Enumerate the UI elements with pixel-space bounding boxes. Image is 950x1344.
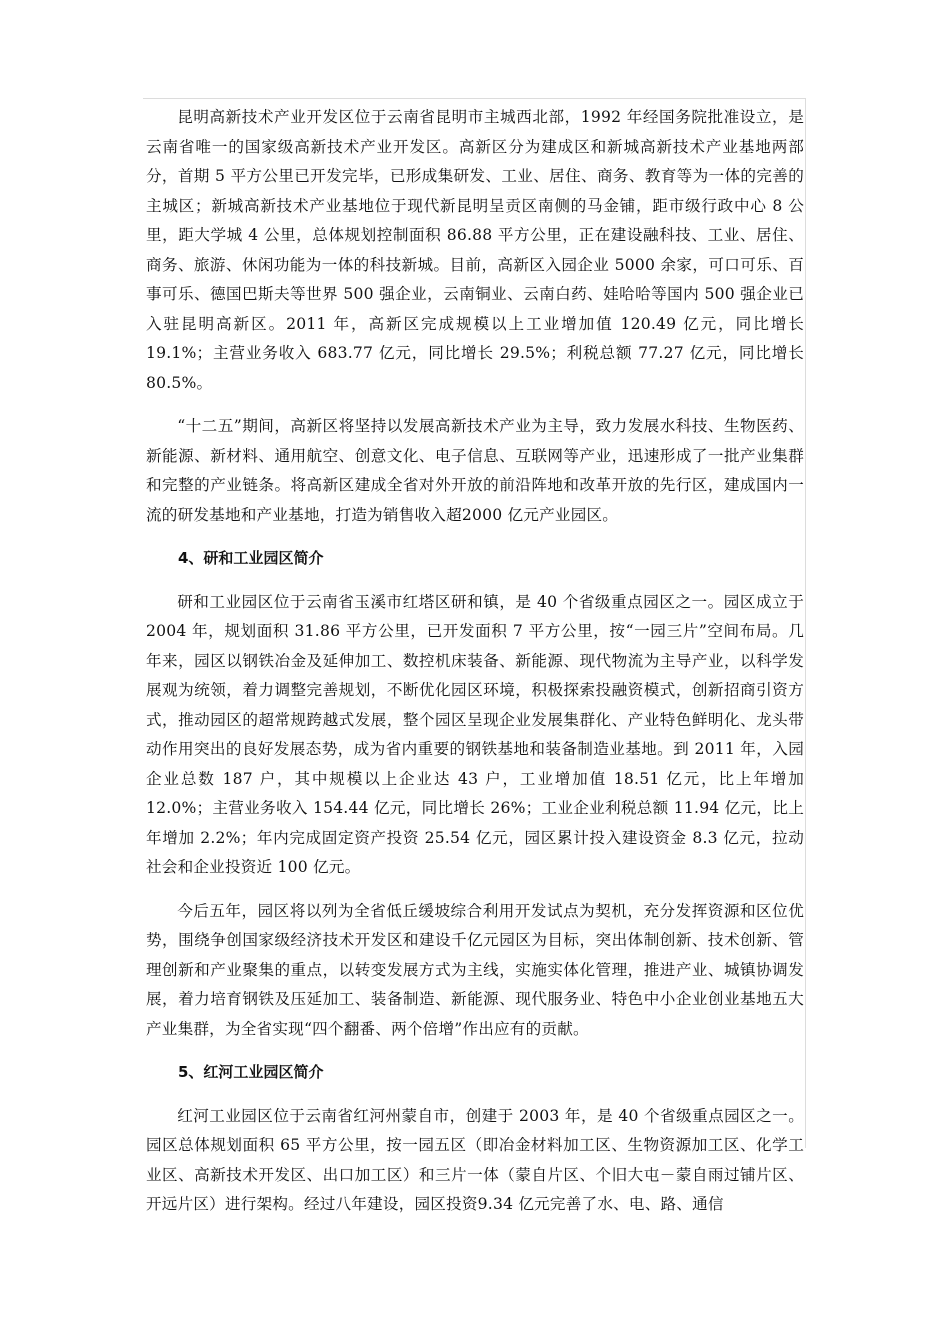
paragraph-gap [146, 574, 804, 588]
paragraph-yanhe-overview: 研和工业园区位于云南省玉溪市红塔区研和镇，是 40 个省级重点园区之一。园区成立于 2004 年，规划面积 31.86 平方公里，已开发面积 7 平方公里，按“一园三片”空间布局。几年来，园区以钢铁冶金及延伸加工、数控机床装备、新能源、现代物流为主导产业，以科学发展观为统领，着力调整完善规划，不断优化园区环境，积极探索投融资模式，创新招商引资方式，推动园区的超常规跨越式发展，整个园区呈现企业发展集群化、产业特色鲜明化、龙头带动作用突出的良好发展态势，成为省内重要的钢铁基地和装备制造业基地。到 2011 年，入园企业总数 187 户，其中规模以上企业达 43 户，工业增加值 18.51 亿元，比上年增加 12.0%；主营业务收入 154.44 亿元，同比增长 26%；工业企业利税总额 11.94 亿元，比上年增加 2.2%；年内完成固定资产投资 25.54 亿元，园区累计投入建设资金 8.3 亿元，拉动社会和企业投资近 100 亿元。 [146, 592, 804, 876]
page-border-top [143, 98, 805, 99]
section-heading-honghe: 5、红河工业园区简介 [178, 1063, 324, 1081]
paragraph-gap [146, 530, 804, 544]
section-heading-yanhe: 4、研和工业园区简介 [178, 549, 324, 567]
page-border-right [805, 98, 806, 1148]
paragraph-gap [146, 1088, 804, 1102]
paragraph-honghe-overview: 红河工业园区位于云南省红河州蒙自市，创建于 2003 年，是 40 个省级重点园区之一。园区总体规划面积 65 平方公里，按一园五区（即冶金材料加工区、生物资源加工区、化学工业区、高新技术开发区、出口加工区）和三片一体（蒙自片区、个旧大屯－蒙自雨过铺片区、开远片区）进行架构。经过八年建设，园区投资9.34 亿元完善了水、电、路、通信 [146, 1106, 804, 1213]
paragraph-kunming-plan: “十二五”期间，高新区将坚持以发展高新技术产业为主导，致力发展水科技、生物医药、新能源、新材料、通用航空、创意文化、电子信息、互联网等产业，迅速形成了一批产业集群和完整的产业链条。将高新区建成全省对外开放的前沿阵地和改革开放的先行区，建成国内一流的研发基地和产业基地，打造为销售收入超2000 亿元产业园区。 [146, 417, 804, 524]
paragraph-yanhe-plan: 今后五年，园区将以列为全省低丘缓坡综合利用开发试点为契机，充分发挥资源和区位优势，围绕争创国家级经济技术开发区和建设千亿元园区为目标，突出体制创新、技术创新、管理创新和产业聚集的重点，以转变发展方式为主线，实施实体化管理，推进产业、城镇协调发展，着力培育钢铁及压延加工、装备制造、新能源、现代服务业、特色中小企业创业基地五大产业集群，为全省实现“四个翻番、两个倍增”作出应有的贡献。 [146, 901, 804, 1038]
document-body [146, 103, 804, 1220]
paragraph-gap [146, 398, 804, 412]
paragraph-kunming-overview: 昆明高新技术产业开发区位于云南省昆明市主城西北部，1992 年经国务院批准设立，是云南省唯一的国家级高新技术产业开发区。高新区分为建成区和新城高新技术产业基地两部分，首期 5 平方公里已开发完毕，已形成集研发、工业、居住、商务、教育等为一体的完善的主城区；新城高新技术产业基地位于现代新昆明呈贡区南侧的马金铺，距市级行政中心 8 公里，距大学城 4 公里，总体规划控制面积 86.88 平方公里，正在建设融科技、工业、居住、商务、旅游、休闲功能为一体的科技新城。目前，高新区入园企业 5000 余家，可口可乐、百事可乐、德国巴斯夫等世界 500 强企业，云南铜业、云南白药、娃哈哈等国内 500 强企业已入驻昆明高新区。2011 年，高新区完成规模以上工业增加值 120.49 亿元，同比增长 19.1%；主营业务收入 683.77 亿元，同比增长 29.5%；利税总额 77.27 亿元，同比增长 80.5%。 [146, 108, 804, 392]
paragraph-gap [146, 1044, 804, 1058]
paragraph-gap [146, 883, 804, 897]
